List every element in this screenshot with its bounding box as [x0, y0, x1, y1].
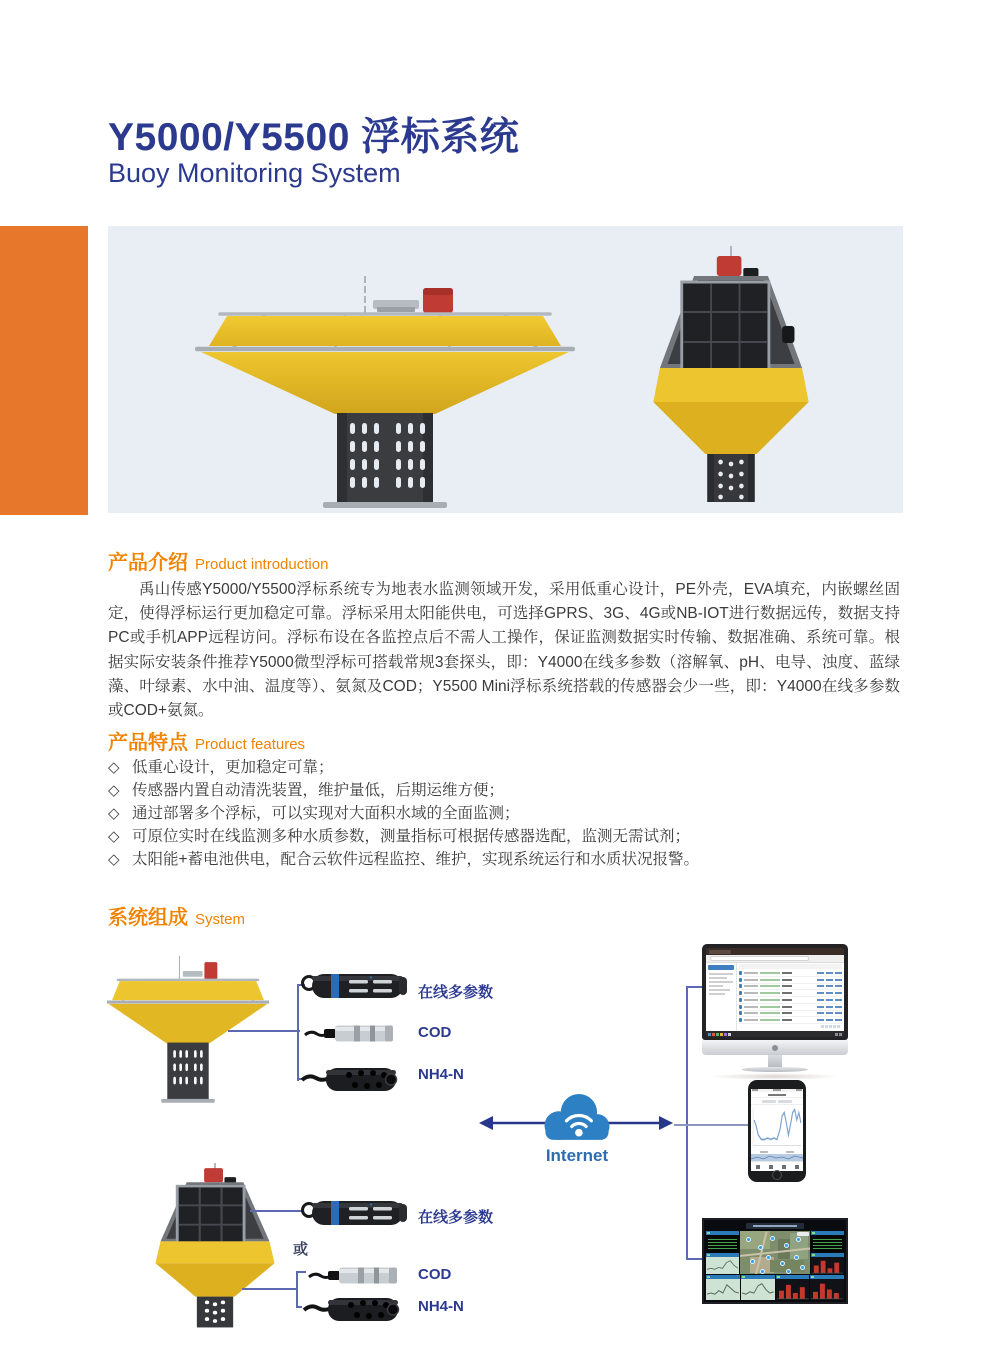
dashboard-bar-chart-panel — [811, 1253, 844, 1274]
diamond-bullet: ◇ — [108, 851, 120, 868]
features-heading-zh: 产品特点 — [108, 732, 188, 754]
device-data-table — [737, 963, 844, 1031]
page-subtitle: Buoy Monitoring System — [108, 158, 401, 188]
apple-logo-icon — [772, 1045, 778, 1051]
feature-item: ◇ 可原位实时在线监测多种水质参数，测量指标可根据传感器选配，监测无需试剂； — [108, 825, 900, 848]
monitor-stand — [768, 1055, 782, 1067]
sidebar-primary-button — [708, 965, 734, 970]
buoy-y5500-illustration — [641, 246, 821, 506]
diagram-buoy-y5000 — [106, 952, 270, 1104]
section-heading-intro — [108, 546, 328, 575]
sensor-multiparam-illustration — [300, 1199, 410, 1227]
monitor-base — [742, 1067, 808, 1072]
diagram-buoy-y5500 — [146, 1163, 284, 1330]
phone-app-tabs — [751, 1098, 803, 1105]
dashboard-bar-chart-panel — [810, 1275, 844, 1300]
browser-address-bar — [706, 955, 844, 963]
desktop-monitor — [702, 944, 848, 1080]
dashboard-alert-list-panel — [811, 1231, 844, 1252]
dashboard-bar-chart-panel — [776, 1275, 810, 1300]
diamond-bullet: ◇ — [108, 782, 120, 799]
sensor-nh4n-illustration — [296, 1064, 404, 1095]
page-title: Y5000/Y5500 浮标系统 — [108, 116, 520, 159]
connector-buoy2-lower — [242, 1288, 298, 1290]
or-label: 或 — [293, 1241, 309, 1258]
feature-item: ◇ 低重心设计，更加稳定可靠； — [108, 756, 900, 779]
connector-buoy2-top — [250, 1210, 302, 1212]
monitor-shadow — [709, 1073, 841, 1080]
intro-heading-zh: 产品介绍 — [108, 552, 188, 574]
dashboard-map — [740, 1231, 810, 1274]
buoy-y5000-illustration — [195, 270, 575, 510]
section-heading-features — [108, 726, 305, 755]
app-sidebar — [706, 963, 737, 1031]
phone-home-button — [772, 1170, 782, 1180]
feature-item: ◇ 通过部署多个浮标，可以实现对大面积水域的全面监测； — [108, 802, 900, 825]
connector-right-bracket — [686, 986, 688, 1260]
sensor-label-multiparam-1: 在线多参数 — [418, 984, 494, 1001]
system-heading-en: System — [195, 911, 246, 928]
system-heading-zh: 系统组成 — [108, 907, 188, 929]
monitor-screen — [702, 944, 848, 1040]
section-heading-system — [108, 901, 245, 930]
intro-heading-en: Product introduction — [195, 556, 329, 573]
diamond-bullet: ◇ — [108, 759, 120, 776]
diamond-bullet: ◇ — [108, 805, 120, 822]
internet-cloud-icon — [534, 1086, 620, 1146]
sensor-label-multiparam-2: 在线多参数 — [418, 1209, 494, 1226]
feature-item: ◇ 传感器内置自动清洗装置，维护量低，后期运维方便； — [108, 779, 900, 802]
web-app-screenshot — [706, 948, 844, 1037]
orange-accent-block — [0, 226, 88, 515]
diamond-bullet: ◇ — [108, 828, 120, 845]
sensor-label-nh4n-2: NH4-N — [418, 1298, 464, 1315]
intro-paragraph: 禹山传感Y5000/Y5500浮标系统专为地表水监测领域开发，采用低重心设计，PE外壳，EVA填充，内嵌螺丝固定，使得浮标运行更加稳定可靠。浮标采用太阳能供电，可选择GPRS、3G、4G或NB-IOT进行数据远传，数据支持PC或手机APP远程访问。浮标布设在各监控点后不需人工操作，保证监测数据实时传输、数据准确、系统可靠。根据实际安装条件推荐Y5000微型浮标可搭载常规3套探头，即：Y4000在线多参数（溶解氧、pH、电导、浊度、蓝绿藻、叶绿素、水中油、温度等）、氨氮及COD；Y5500 Mini浮标系统搭载的传感器会少一些，即：Y4000在线多参数或COD+氨氮。 — [108, 581, 900, 720]
feature-list — [108, 756, 900, 871]
hero-product-image — [108, 226, 903, 513]
connector-to-phone — [674, 1124, 749, 1126]
sensor-cod-illustration — [304, 1264, 404, 1287]
dashboard-info-panel — [706, 1231, 739, 1252]
feature-item: ◇ 太阳能+蓄电池供电，配合云软件远程监控、维护，实现系统运行和水质状况报警。 — [108, 848, 900, 871]
features-heading-en: Product features — [195, 736, 306, 753]
phone-line-chart — [751, 1105, 803, 1150]
browser-titlebar — [706, 948, 844, 955]
dashboard-screen — [702, 1218, 848, 1304]
dashboard-line-chart-panel — [706, 1253, 739, 1274]
connector-to-dashboard — [686, 1258, 703, 1260]
monitor-chin — [702, 1040, 848, 1055]
dashboard-title-bar — [706, 1222, 844, 1230]
phone-screen — [751, 1089, 803, 1171]
sensor-cod-illustration — [300, 1022, 400, 1045]
map-legend-chip — [797, 1232, 809, 1236]
dashboard-line-chart-panel — [741, 1275, 775, 1300]
smartphone — [748, 1080, 806, 1182]
dashboard-line-chart-panel — [706, 1275, 740, 1300]
sensor-label-cod-1: COD — [418, 1024, 452, 1041]
phone-chart-scrollbar — [751, 1154, 803, 1161]
connector-buoy1-main — [228, 1030, 300, 1032]
internet-label: Internet — [545, 1146, 609, 1165]
windows-taskbar — [706, 1031, 844, 1037]
sensor-nh4n-illustration — [298, 1294, 406, 1325]
sensor-label-cod-2: COD — [418, 1266, 452, 1283]
sensor-label-nh4n-1: NH4-N — [418, 1066, 464, 1083]
sensor-multiparam-illustration — [300, 972, 410, 1000]
table-pagination — [739, 1024, 842, 1030]
